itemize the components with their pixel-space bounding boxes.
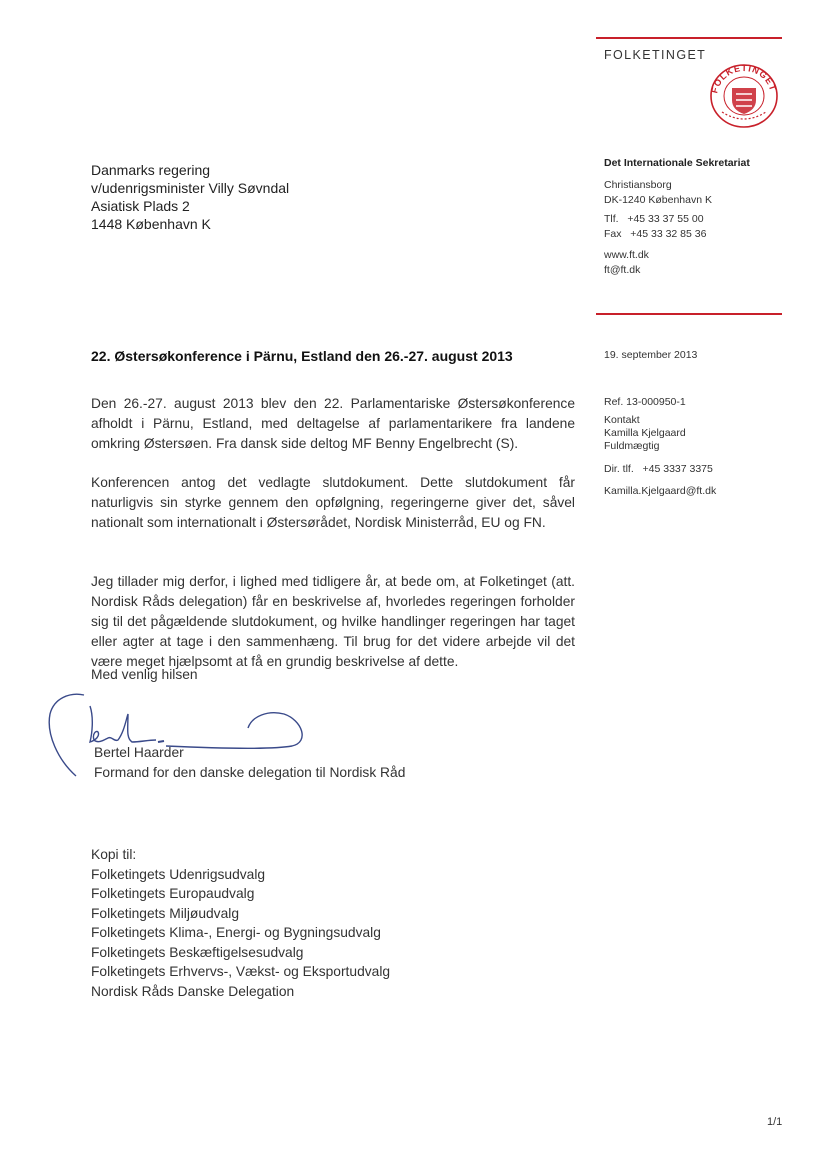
contact-role: Fuldmægtig — [604, 440, 660, 452]
copy-recipient: Folketingets Udenrigsudvalg — [91, 866, 266, 882]
sender-website[interactable]: www.ft.dk — [604, 249, 649, 261]
copy-recipient: Folketingets Klima-, Energi- og Bygningsudvalg — [91, 925, 381, 940]
copy-recipient: Nordisk Råds Danske Delegation — [91, 983, 295, 999]
letter-subject: 22. Østersøkonference i Pärnu, Estland den 26.-27. august 2013 — [91, 348, 513, 364]
sidebar-rule — [596, 313, 782, 315]
sender-web-block — [604, 248, 649, 278]
body-paragraph: Jeg tillader mig derfor, i lighed med tidligere år, at bede om, at Folketinget (att. Nordisk Råds delegation) får en beskrivelse af, hvorledes regeringen forholder sig til det pågældende slutdokument, og hvilke handlinger regeringen har taget eller agter at tage i den sammenhæng. Til brug for det videre arbejde vil det være meget hjælpsomt at få en grundig beskrivelse af dette. — [91, 574, 575, 669]
copy-recipient: Folketingets Miljøudvalg — [91, 905, 239, 921]
body-paragraph: Den 26.-27. august 2013 blev den 22. Parlamentariske Østersøkonference afholdt i Pärnu, Estland, med deltagelse af parlamentarikere fra landene omkring Østersøen. Fra dansk side deltog MF Benny Engelbrecht (S). — [91, 396, 575, 451]
recipient-address — [91, 161, 289, 233]
seal-text: FOLKETINGET — [709, 62, 779, 95]
header-top-rule — [596, 37, 782, 39]
sender-phone: Tlf. +45 33 37 55 00 — [604, 213, 704, 225]
copy-recipient: Folketingets Beskæftigelsesudvalg — [91, 944, 304, 960]
sender-phone-block — [604, 212, 706, 242]
department-name: Det Internationale Sekretariat — [604, 157, 750, 169]
letter-date: 19. september 2013 — [604, 349, 698, 361]
signer-title: Formand for den danske delegation til Nordisk Råd — [94, 765, 406, 780]
copy-recipient: Folketingets Europaudvalg — [91, 886, 255, 901]
recipient-line: 1448 København K — [91, 216, 211, 232]
copy-list — [91, 845, 390, 1001]
contact-block — [604, 414, 686, 453]
body-paragraph: Konferencen antog det vedlagte slutdokument. Dette slutdokument får naturligvis sin styrke gennem den opfølgning, regeringerne giver det, såvel nationalt som internationalt i Østersørådet, Nordisk Ministerråd, EU og FN. — [91, 475, 575, 530]
recipient-line: Danmarks regering — [91, 162, 211, 178]
contact-email[interactable]: Kamilla.Kjelgaard@ft.dk — [604, 485, 717, 497]
copy-recipient: Folketingets Erhvervs-, Vækst- og Eksportudvalg — [91, 964, 391, 979]
sender-address — [604, 178, 712, 208]
signer-name: Bertel Haarder — [94, 745, 184, 760]
sender-address-line: DK-1240 København K — [604, 194, 712, 206]
recipient-line: Asiatisk Plads 2 — [91, 198, 190, 214]
reference-number: Ref. 13-000950-1 — [604, 396, 686, 408]
org-name: FOLKETINGET — [604, 48, 707, 62]
sender-address-line: Christiansborg — [604, 179, 672, 191]
recipient-line: v/udenrigsminister Villy Søvndal — [91, 180, 290, 196]
sender-email[interactable]: ft@ft.dk — [604, 264, 641, 276]
contact-label: Kontakt — [604, 414, 640, 426]
contact-direct-phone: Dir. tlf. +45 3337 3375 — [604, 463, 713, 475]
folketinget-seal-logo — [708, 62, 780, 128]
sender-fax: Fax +45 33 32 85 36 — [604, 228, 707, 240]
copy-label: Kopi til: — [91, 847, 137, 862]
contact-name: Kamilla Kjelgaard — [604, 427, 686, 439]
page-number: 1/1 — [767, 1116, 783, 1128]
closing-salutation: Med venlig hilsen — [91, 667, 198, 682]
